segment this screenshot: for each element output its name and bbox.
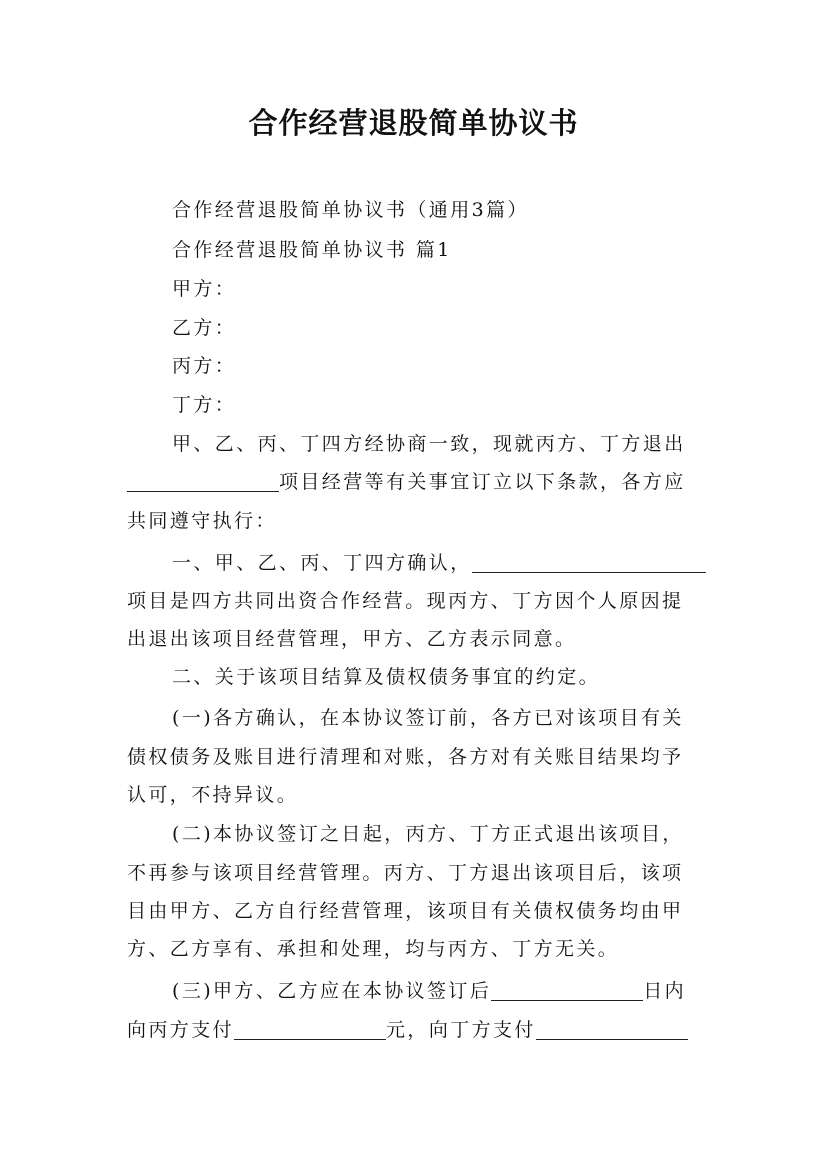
paragraph-line: (二)本协议签订之日起，丙方、丁方正式退出该项目， [172,823,684,845]
paragraph-text: 一、甲、乙、丙、丁四方确认， [172,552,472,574]
paragraph-line: (一)各方确认，在本协议签订前，各方已对该项目有关 [172,707,684,729]
paragraph-line: 甲、乙、丙、丁四方经协商一致，现就丙方、丁方退出 [172,433,686,455]
paragraph-line [127,1011,688,1049]
paragraph-line: 方、乙方享有、承担和处理，均与丙方、丁方无关。 [127,938,620,960]
paragraph-line: 目由甲方、乙方自行经营管理，该项目有关债权债务均由甲 [127,900,684,922]
blank-field [491,978,643,1001]
paragraph-text: 向丙方支付 [127,1019,235,1041]
party-b-label: 乙方： [172,317,237,339]
blank-field [234,1017,386,1040]
section-heading: 二、关于该项目结算及债权债务事宜的约定。 [172,666,601,688]
paragraph-line: 项目是四方共同出资合作经营。现丙方、丁方因个人原因提 [127,590,684,612]
paragraph-text: 日内 [643,980,687,1002]
paragraph-line: 不再参与该项目经营管理。丙方、丁方退出该项目后，该项 [127,862,684,884]
party-a-label: 甲方： [172,278,237,300]
paragraph-line: 认可，不持异议。 [127,784,299,806]
paragraph-text: 项目经营等有关事宜订立以下条款，各方应 [279,471,686,493]
paragraph-text: 元，向丁方支付 [386,1019,536,1041]
paragraph-line [127,463,686,501]
paragraph-line: 共同遵守执行： [127,510,277,532]
paragraph-text: (三)甲方、乙方应在本协议签订后 [172,980,492,1002]
blank-field [127,469,279,492]
paragraph-line: 出退出该项目经营管理，甲方、乙方表示同意。 [127,628,577,650]
party-c-label: 丙方： [172,355,237,377]
subtitle-line: 合作经营退股简单协议书（通用3篇） [172,199,529,221]
paragraph-line [172,972,686,1010]
document-title: 合作经营退股简单协议书 [248,106,579,140]
paragraph-line: 债权债务及账目进行清理和对账，各方对有关账目结果均予 [127,746,684,768]
blank-field [472,550,706,573]
paragraph-line [172,544,706,582]
blank-field [536,1017,688,1040]
party-d-label: 丁方： [172,394,237,416]
section-heading: 合作经营退股简单协议书 篇1 [172,239,452,261]
